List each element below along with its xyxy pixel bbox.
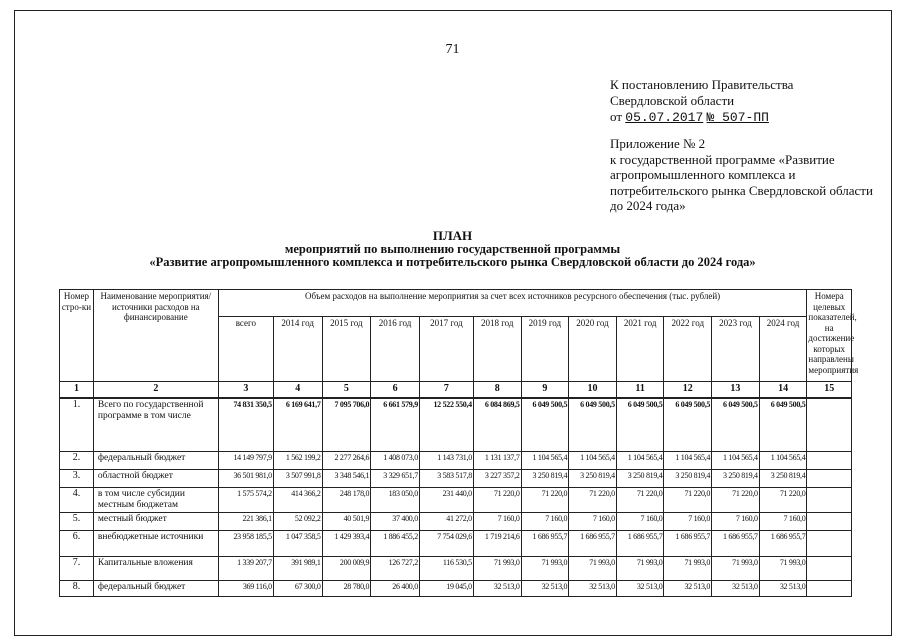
value-cell: 71 220,0 — [664, 488, 712, 513]
plan-title-line-3: «Развитие агропромышленного комплекса и потребительского рынка Свердловской области до 2024 года» — [149, 255, 756, 269]
row-name: федеральный бюджет — [93, 581, 218, 597]
value-cell: 391 989,1 — [273, 557, 322, 581]
header-year: 2021 год — [616, 317, 664, 382]
value-cell: 32 513,0 — [616, 581, 664, 597]
column-index: 2 — [93, 382, 218, 398]
value-cell: 414 366,2 — [273, 488, 322, 513]
value-cell: 12 522 550,4 — [419, 398, 473, 452]
value-cell: 3 250 819,4 — [616, 470, 664, 488]
header-total: всего — [218, 317, 273, 382]
value-cell: 67 300,0 — [273, 581, 322, 597]
value-cell: 1 429 393,4 — [322, 531, 371, 557]
value-cell: 7 160,0 — [712, 513, 760, 531]
header-year: 2015 год — [322, 317, 371, 382]
value-cell: 3 250 819,4 — [664, 470, 712, 488]
table-row — [60, 581, 852, 597]
value-cell: 6 169 641,7 — [273, 398, 322, 452]
value-cell: 19 045,0 — [419, 581, 473, 597]
target-cell — [807, 581, 852, 597]
value-cell: 6 049 500,5 — [521, 398, 569, 452]
value-cell: 23 958 185,5 — [218, 531, 273, 557]
value-cell: 26 400,0 — [371, 581, 420, 597]
value-cell: 71 993,0 — [616, 557, 664, 581]
row-name: Капитальные вложения — [93, 557, 218, 581]
value-cell: 32 513,0 — [569, 581, 617, 597]
value-cell: 71 993,0 — [664, 557, 712, 581]
column-index: 13 — [712, 382, 760, 398]
value-cell: 32 513,0 — [712, 581, 760, 597]
row-name: местный бюджет — [93, 513, 218, 531]
value-cell: 28 780,0 — [322, 581, 371, 597]
value-cell: 32 513,0 — [521, 581, 569, 597]
value-cell: 7 160,0 — [759, 513, 807, 531]
header-volume: Объем расходов на выполнение мероприятия за счет всех источников ресурсного обеспечения (тыс. рублей) — [218, 290, 807, 317]
table-row — [60, 398, 852, 452]
value-cell: 3 250 819,4 — [521, 470, 569, 488]
column-index: 15 — [807, 382, 852, 398]
value-cell: 3 250 819,4 — [759, 470, 807, 488]
value-cell: 1 104 565,4 — [521, 452, 569, 470]
value-cell: 71 220,0 — [759, 488, 807, 513]
value-cell: 369 116,0 — [218, 581, 273, 597]
header-year: 2018 год — [473, 317, 521, 382]
value-cell: 3 227 357,2 — [473, 470, 521, 488]
value-cell: 1 686 955,7 — [664, 531, 712, 557]
plan-table — [59, 289, 859, 597]
value-cell: 1 408 073,0 — [371, 452, 420, 470]
value-cell: 6 049 500,5 — [664, 398, 712, 452]
value-cell: 1 104 565,4 — [712, 452, 760, 470]
value-cell: 7 160,0 — [616, 513, 664, 531]
header-year: 2022 год — [664, 317, 712, 382]
value-cell: 248 178,0 — [322, 488, 371, 513]
value-cell: 1 339 207,7 — [218, 557, 273, 581]
value-cell: 1 575 574,2 — [218, 488, 273, 513]
value-cell: 71 993,0 — [569, 557, 617, 581]
target-cell — [807, 398, 852, 452]
column-index: 4 — [273, 382, 322, 398]
appendix-line-1: Приложение № 2 — [610, 136, 706, 151]
column-index: 9 — [521, 382, 569, 398]
value-cell: 1 104 565,4 — [759, 452, 807, 470]
value-cell: 7 754 029,6 — [419, 531, 473, 557]
value-cell: 1 104 565,4 — [664, 452, 712, 470]
value-cell: 74 831 350,5 — [218, 398, 273, 452]
value-cell: 32 513,0 — [759, 581, 807, 597]
row-name: Всего по государственной программе в том числе — [93, 398, 218, 452]
plan-title — [0, 229, 905, 270]
value-cell: 126 727,2 — [371, 557, 420, 581]
value-cell: 7 095 706,0 — [322, 398, 371, 452]
decree-date-line — [610, 109, 880, 126]
table-row — [60, 531, 852, 557]
value-cell: 200 009,9 — [322, 557, 371, 581]
row-number: 4. — [60, 488, 94, 513]
value-cell: 6 084 869,5 — [473, 398, 521, 452]
value-cell: 3 250 819,4 — [712, 470, 760, 488]
row-name: внебюджетные источники — [93, 531, 218, 557]
table-row — [60, 452, 852, 470]
row-number: 7. — [60, 557, 94, 581]
target-cell — [807, 470, 852, 488]
value-cell: 6 049 500,5 — [616, 398, 664, 452]
target-cell — [807, 531, 852, 557]
column-index: 8 — [473, 382, 521, 398]
value-cell: 3 329 651,7 — [371, 470, 420, 488]
table-row — [60, 470, 852, 488]
row-number: 1. — [60, 398, 94, 452]
table-row — [60, 513, 852, 531]
value-cell: 7 160,0 — [569, 513, 617, 531]
value-cell: 1 686 955,7 — [759, 531, 807, 557]
target-cell — [807, 557, 852, 581]
value-cell: 1 686 955,7 — [616, 531, 664, 557]
column-index: 5 — [322, 382, 371, 398]
value-cell: 1 104 565,4 — [569, 452, 617, 470]
value-cell: 6 661 579,9 — [371, 398, 420, 452]
target-cell — [807, 513, 852, 531]
header-name: Наименование мероприятия/ источники расходов на финансирование — [93, 290, 218, 382]
plan-title-line-2: мероприятий по выполнению государственной программы — [284, 241, 621, 256]
value-cell: 32 513,0 — [473, 581, 521, 597]
value-cell: 3 250 819,4 — [569, 470, 617, 488]
header-year: 2017 год — [419, 317, 473, 382]
value-cell: 52 092,2 — [273, 513, 322, 531]
header-row-num: Номер стро-ки — [60, 290, 94, 382]
plan-title-line-1: ПЛАН — [432, 228, 473, 243]
value-cell: 1 104 565,4 — [616, 452, 664, 470]
value-cell: 231 440,0 — [419, 488, 473, 513]
index-row — [60, 382, 852, 398]
decree-prefix: от — [610, 109, 623, 124]
row-number: 8. — [60, 581, 94, 597]
value-cell: 183 050,0 — [371, 488, 420, 513]
value-cell: 32 513,0 — [664, 581, 712, 597]
table-row — [60, 557, 852, 581]
value-cell: 1 686 955,7 — [712, 531, 760, 557]
value-cell: 71 993,0 — [473, 557, 521, 581]
column-index: 6 — [371, 382, 420, 398]
value-cell: 71 220,0 — [616, 488, 664, 513]
value-cell: 1 562 199,2 — [273, 452, 322, 470]
decree-line-1: К постановлению Правительства — [610, 77, 794, 92]
value-cell: 41 272,0 — [419, 513, 473, 531]
header-year: 2016 год — [371, 317, 420, 382]
row-name: в том числе субсидии местным бюджетам — [93, 488, 218, 513]
value-cell: 71 220,0 — [521, 488, 569, 513]
value-cell: 3 583 517,8 — [419, 470, 473, 488]
appendix-block — [610, 136, 880, 214]
value-cell: 1 886 455,2 — [371, 531, 420, 557]
table-row — [60, 488, 852, 513]
target-cell — [807, 452, 852, 470]
value-cell: 221 386,1 — [218, 513, 273, 531]
value-cell: 71 220,0 — [473, 488, 521, 513]
value-cell: 14 149 797,9 — [218, 452, 273, 470]
column-index: 3 — [218, 382, 273, 398]
header-target: Номера целевых показателей, на достижение которых направлены мероприятия — [807, 290, 852, 382]
value-cell: 6 049 500,5 — [569, 398, 617, 452]
column-index: 12 — [664, 382, 712, 398]
value-cell: 1 047 358,5 — [273, 531, 322, 557]
row-number: 5. — [60, 513, 94, 531]
value-cell: 6 049 500,5 — [712, 398, 760, 452]
value-cell: 71 993,0 — [759, 557, 807, 581]
column-index: 10 — [569, 382, 617, 398]
decree-date: 05.07.2017 — [625, 110, 704, 125]
row-name: областной бюджет — [93, 470, 218, 488]
decree-line-2: Свердловской области — [610, 93, 735, 108]
column-index: 11 — [616, 382, 664, 398]
decree-block — [610, 77, 880, 126]
value-cell: 71 220,0 — [569, 488, 617, 513]
value-cell: 1 686 955,7 — [569, 531, 617, 557]
value-cell: 1 143 731,0 — [419, 452, 473, 470]
value-cell: 3 507 991,8 — [273, 470, 322, 488]
target-cell — [807, 488, 852, 513]
column-index: 1 — [60, 382, 94, 398]
value-cell: 2 277 264,6 — [322, 452, 371, 470]
page-number: 71 — [445, 42, 460, 57]
header-year: 2024 год — [759, 317, 807, 382]
row-number: 6. — [60, 531, 94, 557]
value-cell: 3 348 546,1 — [322, 470, 371, 488]
row-number: 3. — [60, 470, 94, 488]
header-year: 2019 год — [521, 317, 569, 382]
decree-number: № 507-ПП — [706, 110, 769, 125]
value-cell: 1 719 214,6 — [473, 531, 521, 557]
header-year: 2014 год — [273, 317, 322, 382]
value-cell: 6 049 500,5 — [759, 398, 807, 452]
value-cell: 71 993,0 — [521, 557, 569, 581]
value-cell: 1 686 955,7 — [521, 531, 569, 557]
value-cell: 40 501,9 — [322, 513, 371, 531]
value-cell: 1 131 137,7 — [473, 452, 521, 470]
value-cell: 7 160,0 — [473, 513, 521, 531]
row-name: федеральный бюджет — [93, 452, 218, 470]
value-cell: 71 220,0 — [712, 488, 760, 513]
header-year: 2023 год — [712, 317, 760, 382]
value-cell: 116 530,5 — [419, 557, 473, 581]
column-index: 7 — [419, 382, 473, 398]
value-cell: 36 501 981,0 — [218, 470, 273, 488]
row-number: 2. — [60, 452, 94, 470]
header-year: 2020 год — [569, 317, 617, 382]
value-cell: 7 160,0 — [664, 513, 712, 531]
value-cell: 7 160,0 — [521, 513, 569, 531]
value-cell: 37 400,0 — [371, 513, 420, 531]
appendix-line-2: к государственной программе «Развитие агропромышленного комплекса и потребительского рынка Свердловской области до 2024 года» — [610, 151, 873, 213]
value-cell: 71 993,0 — [712, 557, 760, 581]
column-index: 14 — [759, 382, 807, 398]
